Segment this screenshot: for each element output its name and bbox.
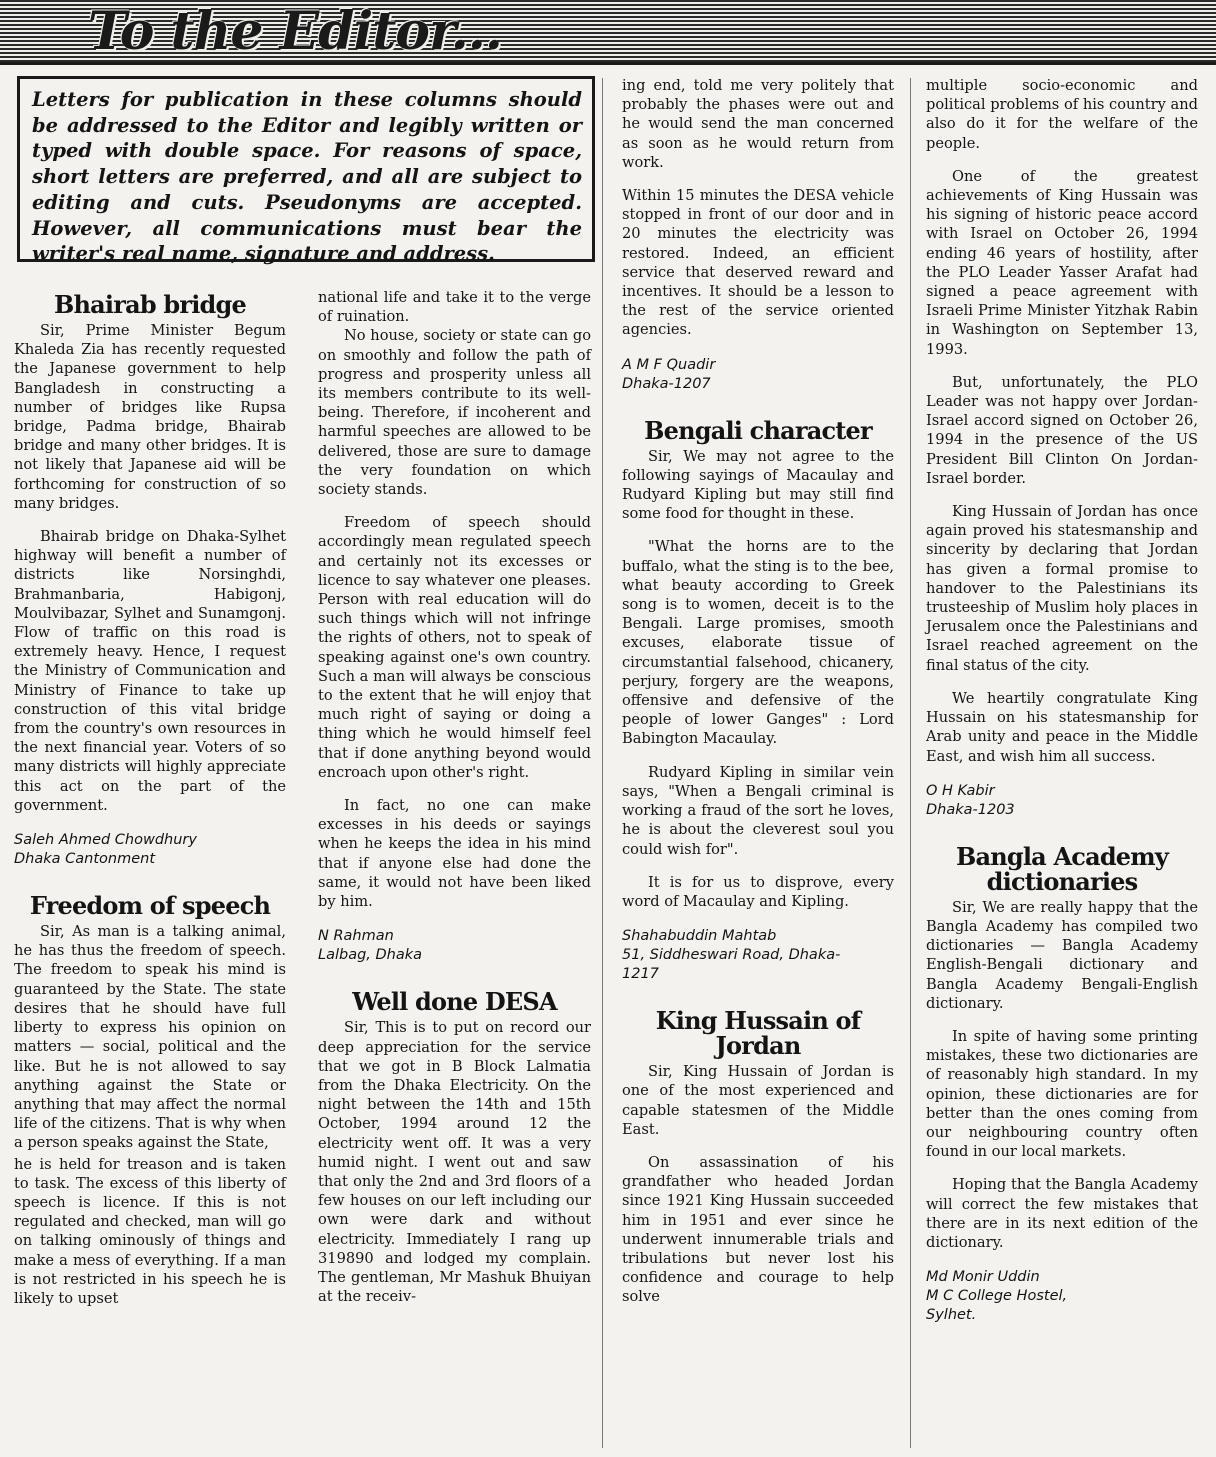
letter-bangla-academy — [926, 841, 1198, 1325]
letter-heading: King Hussain of Jordan — [655, 1006, 861, 1061]
letter-paragraph: In fact, no one can make excesses in his deeds or sayings when he keeps the idea in his mind that if anyone else had done the same, it would not have been liked by him. — [318, 797, 591, 911]
letter-paragraph: But, unfortunately, the PLO Leader was not happy over Jordan-Israel accord signed on October 26, 1994 in the presence of the US President Bill Clinton On Jordan-Israel border. — [926, 373, 1198, 487]
signature-place: Lalbag, Dhaka — [318, 947, 423, 964]
column-divider — [602, 78, 603, 1448]
letter-paragraph: Sir, We may not agree to the following sayings of Macaulay and Rudyard Kipling but may still find some food for thought in these. — [622, 447, 894, 523]
signature-place-line-2: 1217 — [622, 966, 659, 983]
letter-paragraph: multiple socio-economic and political problems of his country and also do it for the welfare of the people. — [926, 77, 1198, 152]
letter-paragraph: ing end, told me very politely that probably the phases were out and he would send the man concerned as soon as he would return from work. — [622, 77, 894, 171]
letter-paragraph: national life and take it to the verge of ruination. — [318, 289, 591, 326]
signature-place: 51, Siddheswari Road, Dhaka- — [622, 947, 841, 964]
letter-heading: Well done DESA — [352, 987, 557, 1017]
signature-name: A M F Quadir — [622, 356, 716, 373]
letter-paragraph: Sir, As man is a talking animal, he has thus the freedom of speech. The freedom to speak his mind is guaranteed by the State. The state desires that he should have full liberty to express his opinion on matters — social, political and the like. But he is not allowed to say anything against the State or anything that may affect the normal life of the citizens. That is why when a person speaks against the State, — [14, 923, 286, 1152]
letter-paragraph: On assassination of his grandfather who headed Jordan since 1921 King Hussain succeeded him in 1951 and ever since he underwent innumerable trials and tribulations but never lost his confidence and courage to help solve — [622, 1153, 894, 1306]
column-1 — [14, 292, 286, 1308]
signature-name: Shahabuddin Mahtab — [622, 928, 777, 945]
letter-paragraph: Sir, King Hussain of Jordan is one of the most experienced and capable statesmen of the Middle East. — [622, 1063, 894, 1138]
letter-signature — [926, 782, 1198, 820]
masthead-rule — [0, 62, 1216, 65]
letter-heading: Bhairab bridge — [54, 290, 246, 319]
letter-freedom-of-speech — [14, 893, 286, 1308]
signature-name: Md Monir Uddin — [926, 1269, 1040, 1286]
letter-king-hussain — [622, 1008, 894, 1306]
letter-signature — [318, 927, 591, 965]
letter-heading: Bangla Academy dictionaries — [955, 841, 1169, 896]
letter-paragraph: We heartily congratulate King Hussain on his statesmanship for Arab unity and peace in the Middle East, and wish him all success. — [926, 689, 1198, 765]
column-3 — [622, 76, 894, 1307]
letter-paragraph: Within 15 minutes the DESA vehicle stopped in front of our door and in 20 minutes the electricity was restored. Indeed, an efficient service that deserved reward and incentives. It should be a lesson to the rest of the service oriented agencies. — [622, 187, 894, 339]
letter-well-done-desa — [318, 989, 591, 1306]
letter-paragraph: One of the greatest achievements of King Hussain was his signing of historic peace accord with Israel on October 26, 1994 ending 46 years of hostility, after the PLO Leader Yasser Arafat had signed a peace agreement with Israeli Prime Minister Yitzhak Rabin in Washington on September 13, 1993. — [926, 167, 1198, 358]
letter-paragraph: Sir, Prime Minister Begum Khaleda Zia has recently requested the Japanese government to help Bangladesh in constructing a number of bridges like Rupsa bridge, Padma bridge, Bhairab bridge and many other bridges. It is not likely that Japanese aid will be forthcoming for construction of so many bridges. — [14, 322, 286, 512]
signature-place: Dhaka-1203 — [926, 801, 1015, 818]
letter-bhairab-bridge — [14, 292, 286, 869]
letter-paragraph: he is held for treason and is taken to task. The excess of this liberty of speech is licence. If this is not regulated and checked, man will go on talking ominously of things and make a mess of everything. If a man is not restricted in his speech he is likely to upset — [14, 1155, 286, 1307]
letter-paragraph: Freedom of speech should accordingly mean regulated speech and certainly not its excesses or licence to say whatever one pleases. Person with real education will do such things which will not infringe the rights of others, not to speak of speaking against one's own country. Such a man will always be conscious to the extent that he will enjoy that much right of saying or doing a thing which he would himself feel that if done anything beyond would encroach upon other's right. — [318, 514, 591, 781]
letter-heading: Freedom of speech — [29, 891, 271, 921]
letter-paragraph: Sir, This is to put on record our deep appreciation for the service that we got in B Block Lalmatia from the Dhaka Electricity. On the night between the 14th and 15th October, 1994 around 12 the electricity went off. It was a very humid night. I went out and saw that only the 2nd and 3rd floors of a few houses on our left including our own were dark and without electricity. Immediately I rang up 319890 and lodged my complain. The gentleman, Mr Mashuk Bhuiyan at the receiv- — [318, 1019, 591, 1306]
letter-paragraph: In spite of having some printing mistakes, these two dictionaries are of reasonably high standard. In my opinion, these dictionaries are for better than the ones coming from our neighbouring country often found in our local markets. — [926, 1027, 1198, 1161]
masthead-banner — [0, 0, 1216, 62]
signature-place: Dhaka Cantonment — [14, 851, 155, 868]
signature-place: M C College Hostel, — [926, 1288, 1068, 1305]
column-2 — [318, 288, 591, 1306]
page-title: To the Editor... — [88, 1, 502, 62]
letter-paragraph: "What the horns are to the buffalo, what the sting is to the bee, what beauty according to Greek song is to women, deceit is to the Bengali. Large promises, smooth excuses, elaborate tissue of circumstantial falsehood, chicanery, perjury, forgery are the weapons, offensive and defensive of the people of lower Ganges" : Lord Babington Macaulay. — [622, 538, 894, 748]
letter-paragraph: King Hussain of Jordan has once again proved his statesmanship and sincerity by declaring that Jordan has given a formal promise to handover to the Palestinians its trusteeship of Muslim holy places in Jerusalem once the Palestinians and Israel reached agreement on the final status of the city. — [926, 503, 1198, 674]
letter-signature — [926, 1268, 1198, 1325]
letter-paragraph: Bhairab bridge on Dhaka-Sylhet highway will benefit a number of districts like Norsinghdi, Brahmanbaria, Habigonj, Moulvibazar, Sylhet and Sunamgonj. Flow of traffic on this road is extremely heavy. Hence, I request the Ministry of Communication and Ministry of Finance to take up construction of this vital bridge from the country's own resources in the next financial year. Voters of so many districts will highly appreciate this act on the part of the government. — [14, 528, 286, 814]
editor-notice-box: Letters for publication in these columns should be addressed to the Editor and legibly written or typed with double space. For reasons of space, short letters are preferred, and all are subject to editing and cuts. Pseudonyms are accepted. However, all communications must bear the writer's real name, signature and address. — [17, 76, 595, 262]
letter-signature — [622, 356, 894, 394]
column-4 — [926, 76, 1198, 1325]
signature-name: Saleh Ahmed Chowdhury — [14, 832, 197, 849]
signature-place-line-2: Sylhet. — [926, 1307, 977, 1324]
letter-paragraph: Rudyard Kipling in similar vein says, "When a Bengali criminal is working a fraud of the sort he loves, he is about the cleverest soul you could wish for". — [622, 763, 894, 858]
letter-heading: Bengali character — [644, 415, 872, 445]
letter-paragraph: No house, society or state can go on smoothly and follow the path of progress and prosperity unless all its members contribute to its well-being. Therefore, if incoherent and harmful speeches are allowed to be delivered, those are sure to damage the very foundation on which society stands. — [318, 327, 591, 499]
letter-signature — [14, 831, 286, 869]
letter-paragraph: Sir, We are really happy that the Bangla Academy has compiled two dictionaries — Bangla Academy English-Bengali dictionary and Bangla Academy Bengali-English dictionary. — [926, 898, 1198, 1012]
column-divider — [910, 78, 911, 1448]
letter-paragraph: It is for us to disprove, every word of Macaulay and Kipling. — [622, 873, 894, 910]
letter-paragraph: Hoping that the Bangla Academy will correct the few mistakes that there are in its next edition of the dictionary. — [926, 1176, 1198, 1251]
letter-signature — [622, 927, 894, 984]
signature-name: N Rahman — [318, 928, 394, 945]
signature-name: O H Kabir — [926, 782, 995, 799]
letter-bengali-character — [622, 415, 894, 984]
signature-place: Dhaka-1207 — [622, 375, 711, 392]
